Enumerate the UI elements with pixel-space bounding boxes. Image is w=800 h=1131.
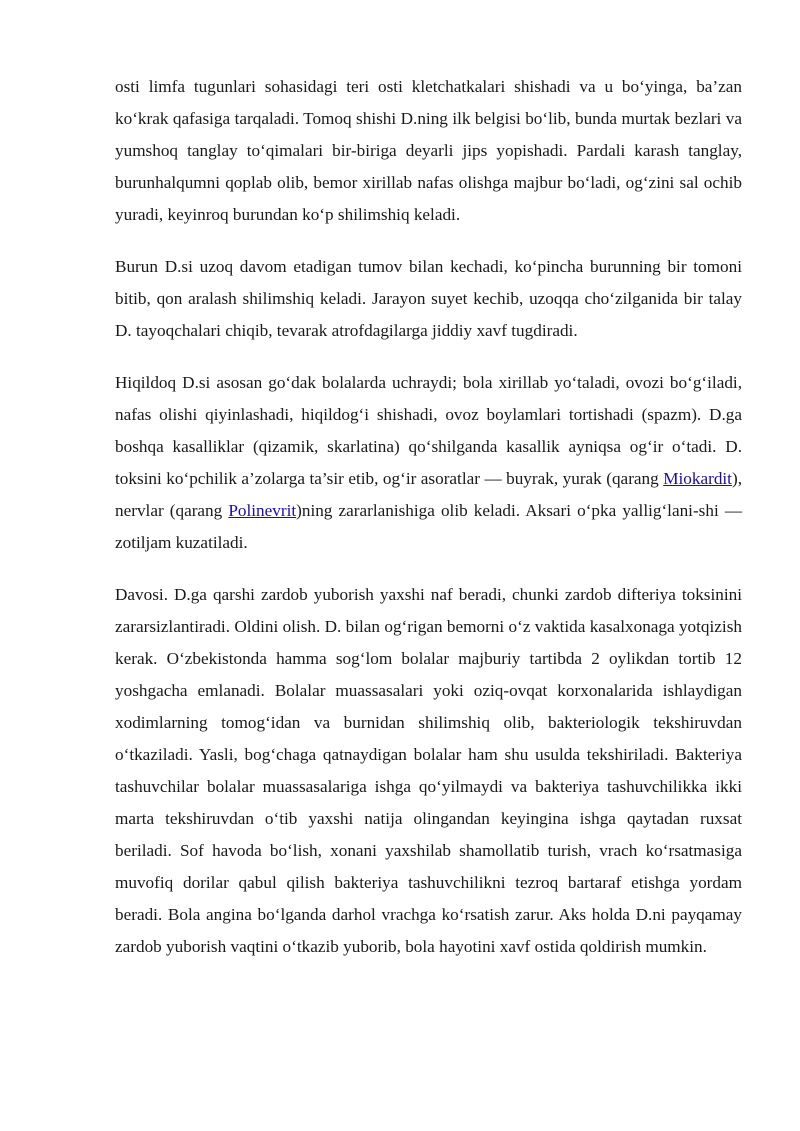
paragraph-nasal-diphtheria: Burun D.si uzoq davom etadigan tumov bilan kechadi, ko‘pincha burunning bir tomoni bitib, qon aralash shilimshiq keladi. Jarayon suyet kechib, uzoqqa cho‘zilganida bir talay D. tayoqchalari chiqib, tevarak atrofdagilarga jiddiy xavf tugdiradi. xyxy=(115,257,742,340)
link-polinevrit[interactable]: Polinevrit xyxy=(228,501,297,520)
document-page xyxy=(115,71,742,983)
paragraph-text-segment: ), nervlar (qarang xyxy=(115,469,742,520)
paragraph-lymph-nodes: osti limfa tugunlari sohasidagi teri osti kletchatkalari shishadi va u bo‘yinga, ba’zan ko‘krak qafasiga tarqaladi. Tomoq shishi D.ning ilk belgisi bo‘lib, bunda murtak bezlari va yumshoq tanglay to‘qimalari bir-biriga deyarli jips yopishadi. Pardali karash tanglay, burunhalqumni qoplab olib, bemor xirillab nafas olishga majbur bo‘ladi, og‘zini sal ochib yuradi, keyinroq burundan ko‘p shilimshiq keladi. xyxy=(115,77,742,224)
paragraph-text-segment: Hiqildoq D.si asosan go‘dak bolalarda uchraydi; bola xirillab yo‘taladi, ovozi bo‘g‘iladi, nafas olishi qiyinlashadi, hiqildog‘i shishadi, ovoz boylamlari tortishadi (spazm). D.ga boshqa kasalliklar (qizamik, skarlatina) qo‘shilganda kasallik ayniqsa og‘ir o‘tadi. D. toksini ko‘pchilik a’zolarga ta’sir etib, og‘ir asoratlar — buyrak, yurak (qarang xyxy=(115,373,742,488)
paragraph-laryngeal-diphtheria xyxy=(115,367,742,559)
link-miokardit[interactable]: Miokardit xyxy=(663,469,732,488)
paragraph-treatment-prevention: Davosi. D.ga qarshi zardob yuborish yaxshi naf beradi, chunki zardob difteriya toksinini zararsizlantiradi. Oldini olish. D. bilan og‘rigan bemorni o‘z vaktida kasalxonaga yotqizish kerak. O‘zbekistonda hamma sog‘lom bolalar majburiy tartibda 2 oylikdan tortib 12 yoshgacha emlanadi. Bolalar muassasalari yoki oziq-ovqat korxonalarida ishlaydigan xodimlarning tomog‘idan va burnidan shilimshiq olib, bakteriologik tekshiruvdan o‘tkaziladi. Yasli, bog‘chaga qatnaydigan bolalar ham shu usulda tekshiriladi. Bakteriya tashuvchilar bolalar muassasalariga ishga qo‘yilmaydi va bakteriya tashuvchilikka ikki marta tekshiruvdan o‘tib yaxshi natija olingandan keyingina ishga qaytadan ruxsat beriladi. Sof havoda bo‘lish, xonani yaxshilab shamollatib turish, vrach ko‘rsatmasiga muvofiq dorilar qabul qilish bakteriya tashuvchilikni tezroq bartaraf etishga yordam beradi. Bola angina bo‘lganda darhol vrachga ko‘rsatish zarur. Aks holda D.ni payqamay zardob yuborish vaqtini o‘tkazib yuborib, bola hayotini xavf ostida qoldirish mumkin. xyxy=(115,585,742,956)
paragraph-text-segment: )ning zararlanishiga olib keladi. Aksari o‘pka yallig‘lani-shi — zotiljam kuzatiladi. xyxy=(115,501,743,552)
